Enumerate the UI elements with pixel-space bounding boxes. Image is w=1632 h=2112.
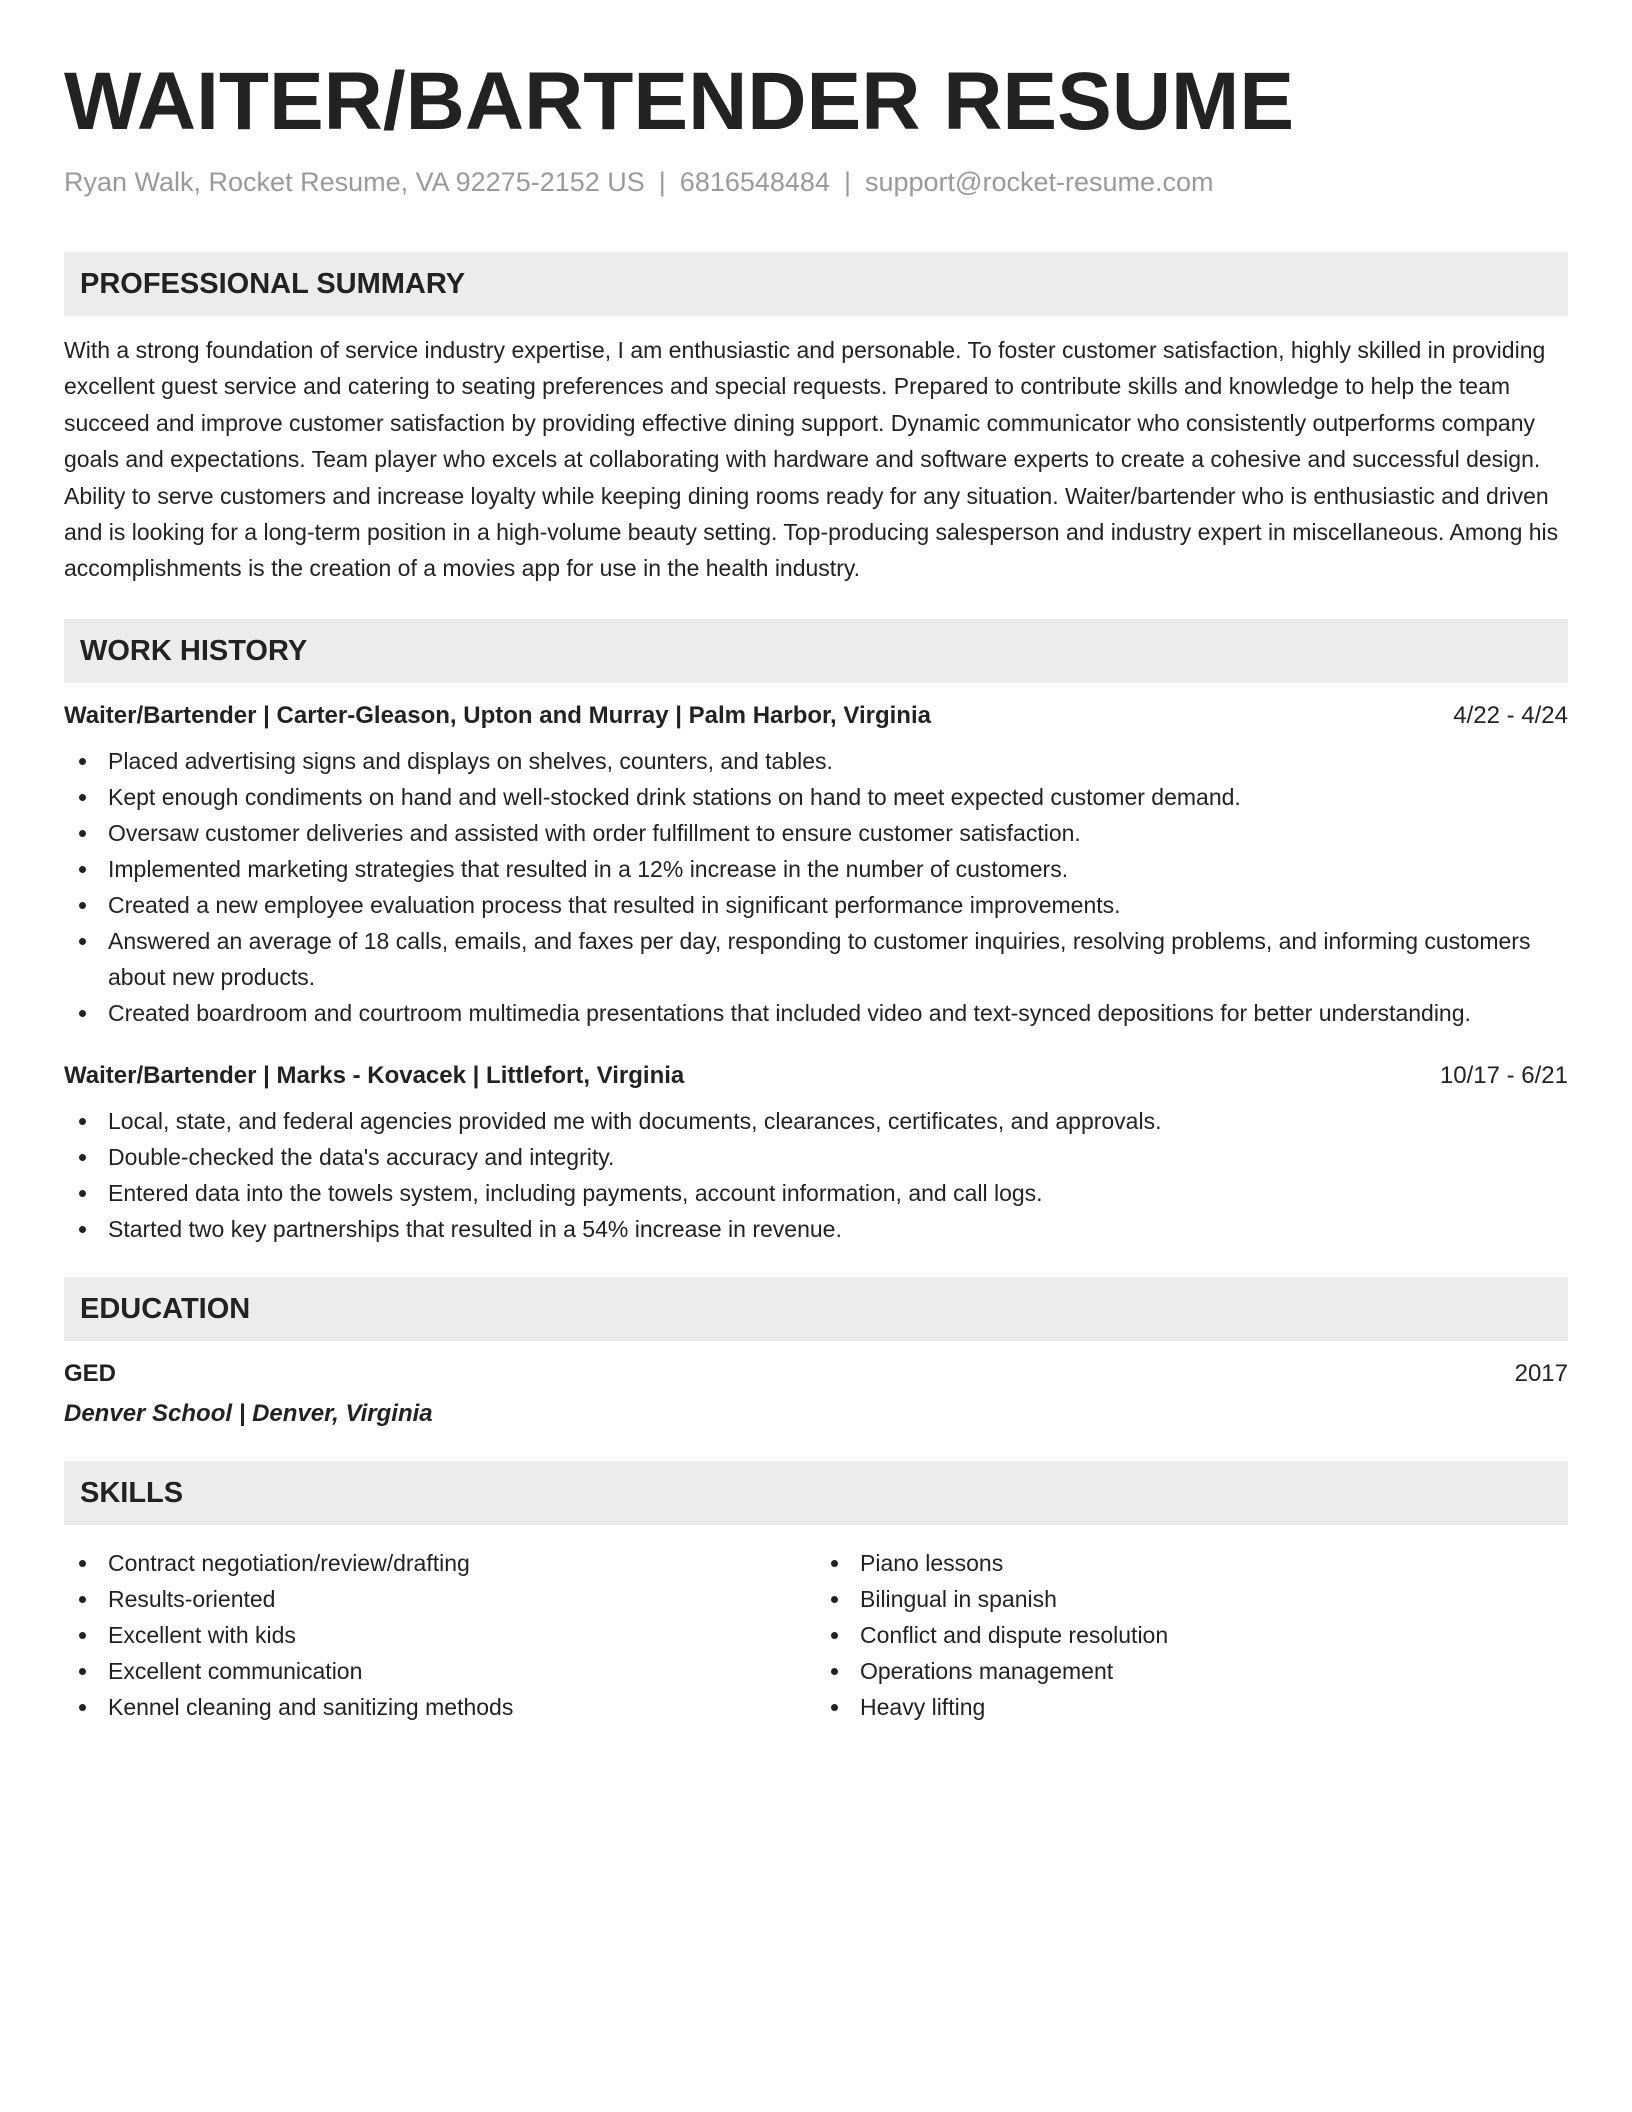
job-bullet: Kept enough condiments on hand and well-stocked drink stations on hand to meet expected customer demand. [64, 779, 1568, 815]
job-dates: 10/17 - 6/21 [1439, 1061, 1568, 1089]
job-title: Waiter/Bartender | Carter-Gleason, Upton and Murray | Palm Harbor, Virginia [64, 701, 931, 729]
section-heading-education: EDUCATION [64, 1277, 1568, 1341]
education-degree: GED [64, 1359, 117, 1387]
section-heading-skills: SKILLS [64, 1461, 1568, 1525]
skill-item: Heavy lifting [816, 1689, 1568, 1725]
contact-separator: | [843, 167, 851, 197]
education-year: 2017 [1514, 1359, 1568, 1387]
skill-item: Kennel cleaning and sanitizing methods [64, 1689, 816, 1725]
contact-phone: 6816548484 [679, 167, 830, 197]
education-school: Denver School | Denver, Virginia [64, 1399, 433, 1427]
job-bullet: Started two key partnerships that resulted in a 54% increase in revenue. [64, 1211, 1568, 1247]
skill-item: Contract negotiation/review/drafting [64, 1545, 816, 1581]
job-bullet: Entered data into the towels system, including payments, account information, and call logs. [64, 1175, 1568, 1211]
job-bullet: Local, state, and federal agencies provided me with documents, clearances, certificates, and approvals. [64, 1103, 1568, 1139]
contact-separator: | [658, 167, 666, 197]
job-bullets [64, 1103, 1568, 1247]
skills-list [64, 1535, 1568, 1725]
job-dates: 4/22 - 4/24 [1453, 701, 1568, 729]
job-bullets [64, 743, 1568, 1031]
job-header [64, 699, 1568, 733]
skill-item: Excellent with kids [64, 1617, 816, 1653]
skills-column-left [64, 1545, 816, 1725]
section-heading-summary: PROFESSIONAL SUMMARY [64, 252, 1568, 316]
skill-item: Results-oriented [64, 1581, 816, 1617]
skill-item: Conflict and dispute resolution [816, 1617, 1568, 1653]
job-title: Waiter/Bartender | Marks - Kovacek | Littlefort, Virginia [64, 1061, 685, 1089]
job-bullet: Answered an average of 18 calls, emails, and faxes per day, responding to customer inquiries, resolving problems, and informing customers about new products. [64, 923, 1568, 995]
skill-item: Piano lessons [816, 1545, 1568, 1581]
skill-item: Operations management [816, 1653, 1568, 1689]
job-bullet: Double-checked the data's accuracy and integrity. [64, 1139, 1568, 1175]
job-bullet: Placed advertising signs and displays on shelves, counters, and tables. [64, 743, 1568, 779]
job-bullet: Created a new employee evaluation process that resulted in significant performance improvements. [64, 887, 1568, 923]
skill-item: Bilingual in spanish [816, 1581, 1568, 1617]
contact-line [64, 164, 1568, 200]
skills-column-right [816, 1545, 1568, 1725]
job-entry [64, 1059, 1568, 1247]
section-heading-work: WORK HISTORY [64, 619, 1568, 683]
job-header [64, 1059, 1568, 1093]
job-bullet: Implemented marketing strategies that resulted in a 12% increase in the number of customers. [64, 851, 1568, 887]
job-bullet: Created boardroom and courtroom multimedia presentations that included video and text-synced depositions for better understanding. [64, 995, 1568, 1031]
summary-text: With a strong foundation of service industry expertise, I am enthusiastic and personable. To foster customer satisfaction, highly skilled in providing excellent guest service and catering to seating preferences and special requests. Prepared to contribute skills and knowledge to help the team succeed and improve customer satisfaction by providing effective dining support. Dynamic communicator who consistently outperforms company goals and expectations. Team player who excels at collaborating with hardware and software experts to create a cohesive and successful design. Ability to serve customers and increase loyalty while keeping dining rooms ready for any situation. Waiter/bartender who is enthusiastic and driven and is looking for a long-term position in a high-volume beauty setting. Top-producing salesperson and industry expert in miscellaneous. Among his accomplishments is the creation of a movies app for use in the health industry. [64, 337, 1559, 582]
contact-address: Ryan Walk, Rocket Resume, VA 92275-2152 US [64, 167, 645, 197]
job-bullet: Oversaw customer deliveries and assisted with order fulfillment to ensure customer satisfaction. [64, 815, 1568, 851]
contact-email: support@rocket-resume.com [864, 167, 1214, 197]
job-entry [64, 699, 1568, 1031]
education-header [64, 1357, 1568, 1391]
resume-title: WAITER/BARTENDER RESUME [64, 56, 1295, 147]
skill-item: Excellent communication [64, 1653, 816, 1689]
